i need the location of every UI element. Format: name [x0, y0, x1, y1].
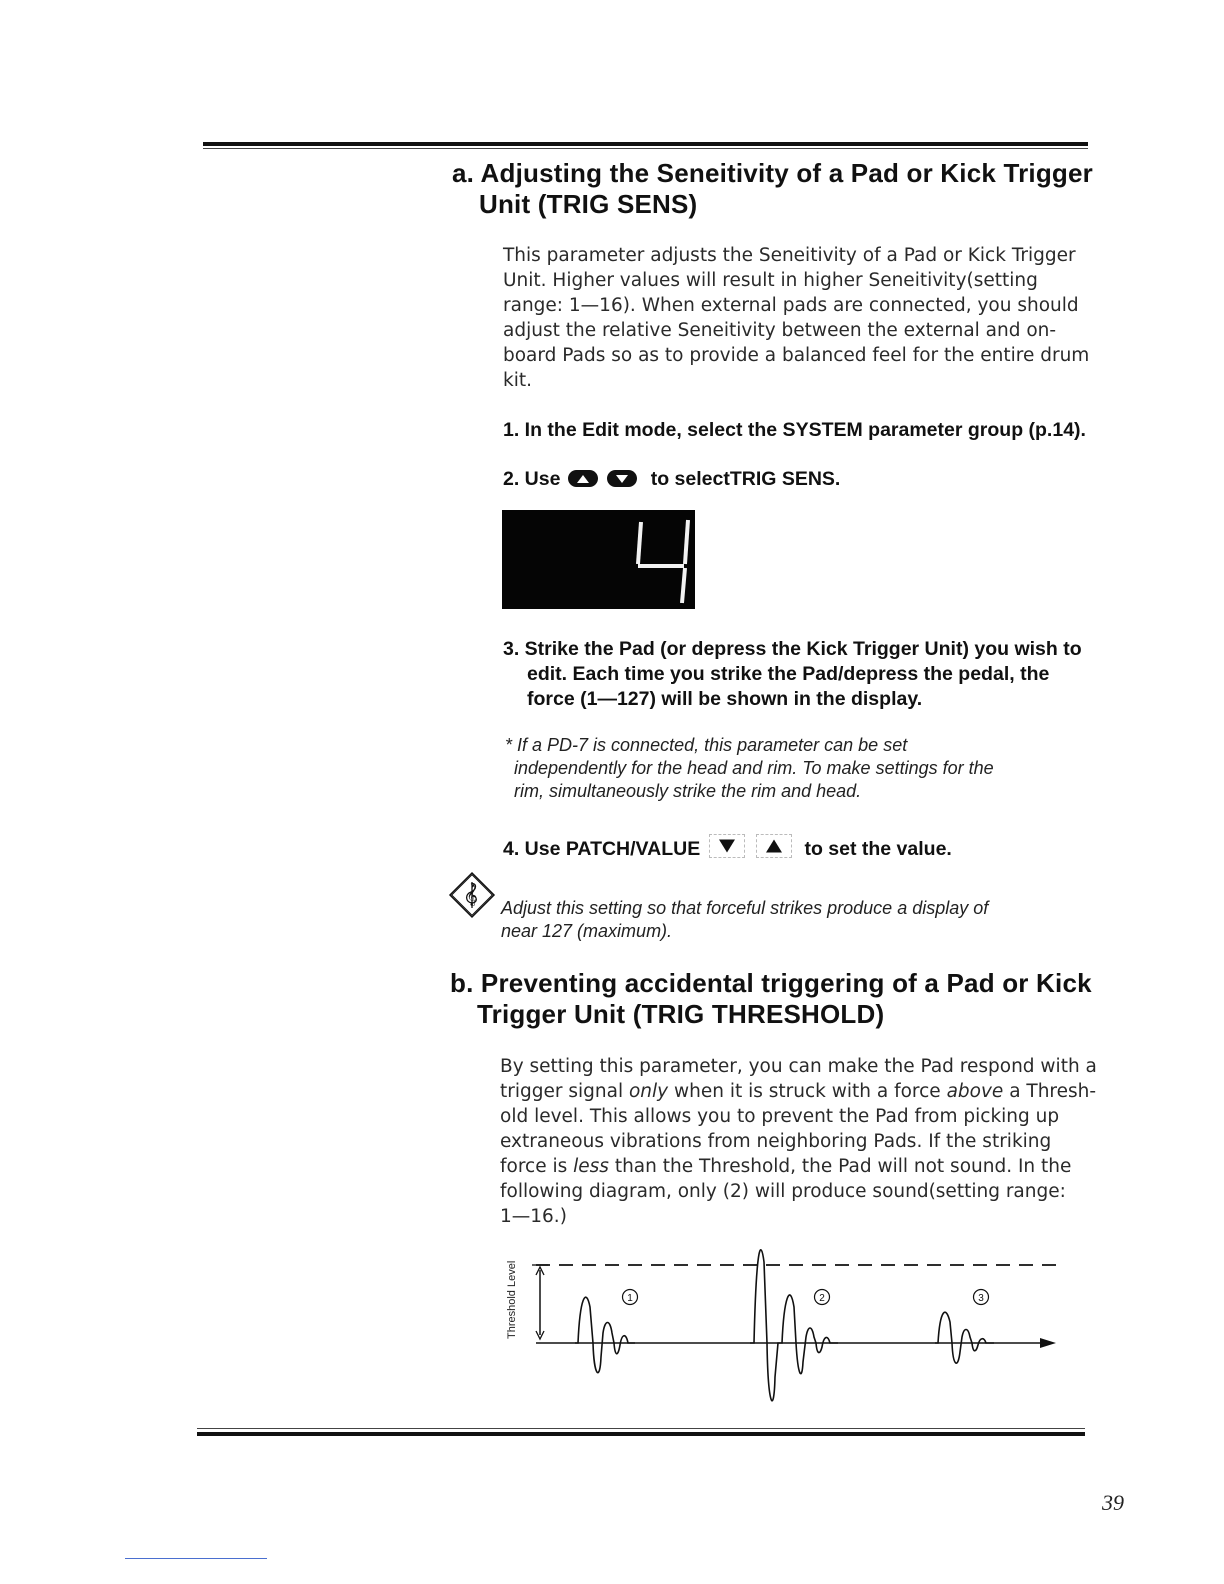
value-up-key-icon: [756, 834, 792, 858]
step-2-suffix: to selectTRIG SENS.: [650, 468, 841, 490]
section-b-heading: [450, 968, 1092, 1030]
step-2-prefix: 2. Use: [503, 468, 561, 490]
paragraph-line: This parameter adjusts the Seneitivity of a Pad or Kick Trigger: [503, 245, 1076, 266]
note-line: * If a PD-7 is connected, this parameter can be set: [505, 735, 908, 755]
top-rule-thin: [203, 148, 1088, 149]
note-line: rim, simultaneously strike the rim and head.: [514, 781, 862, 801]
lcd-display: [502, 510, 695, 609]
pd7-note: [505, 734, 1095, 803]
bottom-rule: [197, 1432, 1085, 1436]
page-number: 39: [1102, 1490, 1124, 1515]
paragraph-line: range: 1—16). When external pads are connected, you should: [503, 295, 1079, 316]
axis-arrowhead: [1040, 1338, 1056, 1348]
down-arrow-key-icon: [607, 470, 637, 487]
paragraph-line: kit.: [503, 370, 532, 391]
section-a-heading-line1: a. Adjusting the Seneitivity of a Pad or Kick Trigger: [452, 158, 1093, 188]
marker-label: 3: [978, 1293, 984, 1304]
section-a-heading-line2: Unit (TRIG SENS): [479, 189, 698, 219]
section-b-heading-line2: Trigger Unit (TRIG THRESHOLD): [477, 999, 885, 1029]
waveform-2: [750, 1250, 838, 1401]
step-4-prefix: 4. Use PATCH/VALUE: [503, 838, 701, 860]
emphasis: less: [573, 1156, 609, 1177]
treble-clef-tip-icon: [447, 870, 497, 920]
paragraph-line: [500, 1079, 1100, 1104]
emphasis: only: [628, 1081, 669, 1102]
step-4-suffix: to set the value.: [804, 838, 952, 860]
step-3-line: 3. Strike the Pad (or depress the Kick Trigger Unit) you wish to: [503, 638, 1082, 660]
svg-text:𝄞: 𝄞: [466, 885, 478, 906]
paragraph-line: Unit. Higher values will result in higher Seneitivity(setting: [503, 270, 1038, 291]
paragraph-line: extraneous vibrations from neighboring Pads. If the striking: [500, 1131, 1052, 1152]
segment: [638, 522, 641, 564]
step-3-line: edit. Each time you strike the Pad/depress the pedal, the: [527, 663, 1050, 685]
axis-label: Threshold Level: [506, 1260, 518, 1339]
marker-label: 2: [819, 1293, 825, 1304]
tip-line: Adjust this setting so that forceful strikes produce a display of: [501, 898, 989, 918]
step-3-line: force (1—127) will be shown in the display.: [527, 688, 923, 710]
section-a-paragraph: [503, 243, 1093, 393]
divider: [125, 1558, 267, 1559]
step-3: [503, 637, 1093, 712]
text-run: when it is struck with a force: [668, 1081, 947, 1102]
paragraph-line: old level. This allows you to prevent the Pad from picking up: [500, 1106, 1060, 1127]
paragraph-line: following diagram, only (2) will produce sound(setting range:: [500, 1181, 1066, 1202]
segment: [682, 568, 685, 603]
paragraph-line: 1—16.): [500, 1206, 567, 1227]
bottom-rule-thin: [197, 1428, 1085, 1429]
value-down-key-icon: [709, 834, 745, 858]
note-line: independently for the head and rim. To make settings for the: [514, 758, 994, 778]
step-4: [503, 834, 952, 862]
emphasis: above: [946, 1081, 1004, 1102]
text-run: a Thresh-: [1003, 1081, 1097, 1102]
step-2: [503, 467, 840, 492]
paragraph-line: board Pads so as to provide a balanced feel for the entire drum: [503, 345, 1090, 366]
marker-label: 1: [627, 1293, 633, 1304]
paragraph-line: By setting this parameter, you can make the Pad respond with a: [500, 1056, 1097, 1077]
section-b-heading-line1: b. Preventing accidental triggering of a Pad or Kick: [450, 968, 1092, 998]
step-1: 1. In the Edit mode, select the SYSTEM parameter group (p.14).: [503, 419, 1086, 441]
tip-line: near 127 (maximum).: [501, 921, 673, 941]
paragraph-line: adjust the relative Seneitivity between the external and on-: [503, 320, 1057, 341]
marker-3: [974, 1290, 989, 1305]
paragraph-line: [500, 1154, 1100, 1179]
text-run: trigger signal: [500, 1081, 629, 1102]
tip-text: [501, 897, 1101, 943]
top-rule: [203, 142, 1088, 146]
segment: [685, 520, 688, 564]
text-run: force is: [500, 1156, 574, 1177]
waveform-3: [935, 1312, 994, 1363]
lcd-digit: [502, 510, 695, 609]
text-run: than the Threshold, the Pad will not sound. In the: [608, 1156, 1072, 1177]
threshold-diagram: [500, 1237, 1080, 1417]
section-b-paragraph: [500, 1054, 1100, 1229]
marker-2: [815, 1290, 830, 1305]
section-a-heading: [452, 158, 1093, 220]
marker-1: [623, 1290, 638, 1305]
up-arrow-key-icon: [568, 470, 598, 487]
waveform-1: [575, 1297, 635, 1372]
